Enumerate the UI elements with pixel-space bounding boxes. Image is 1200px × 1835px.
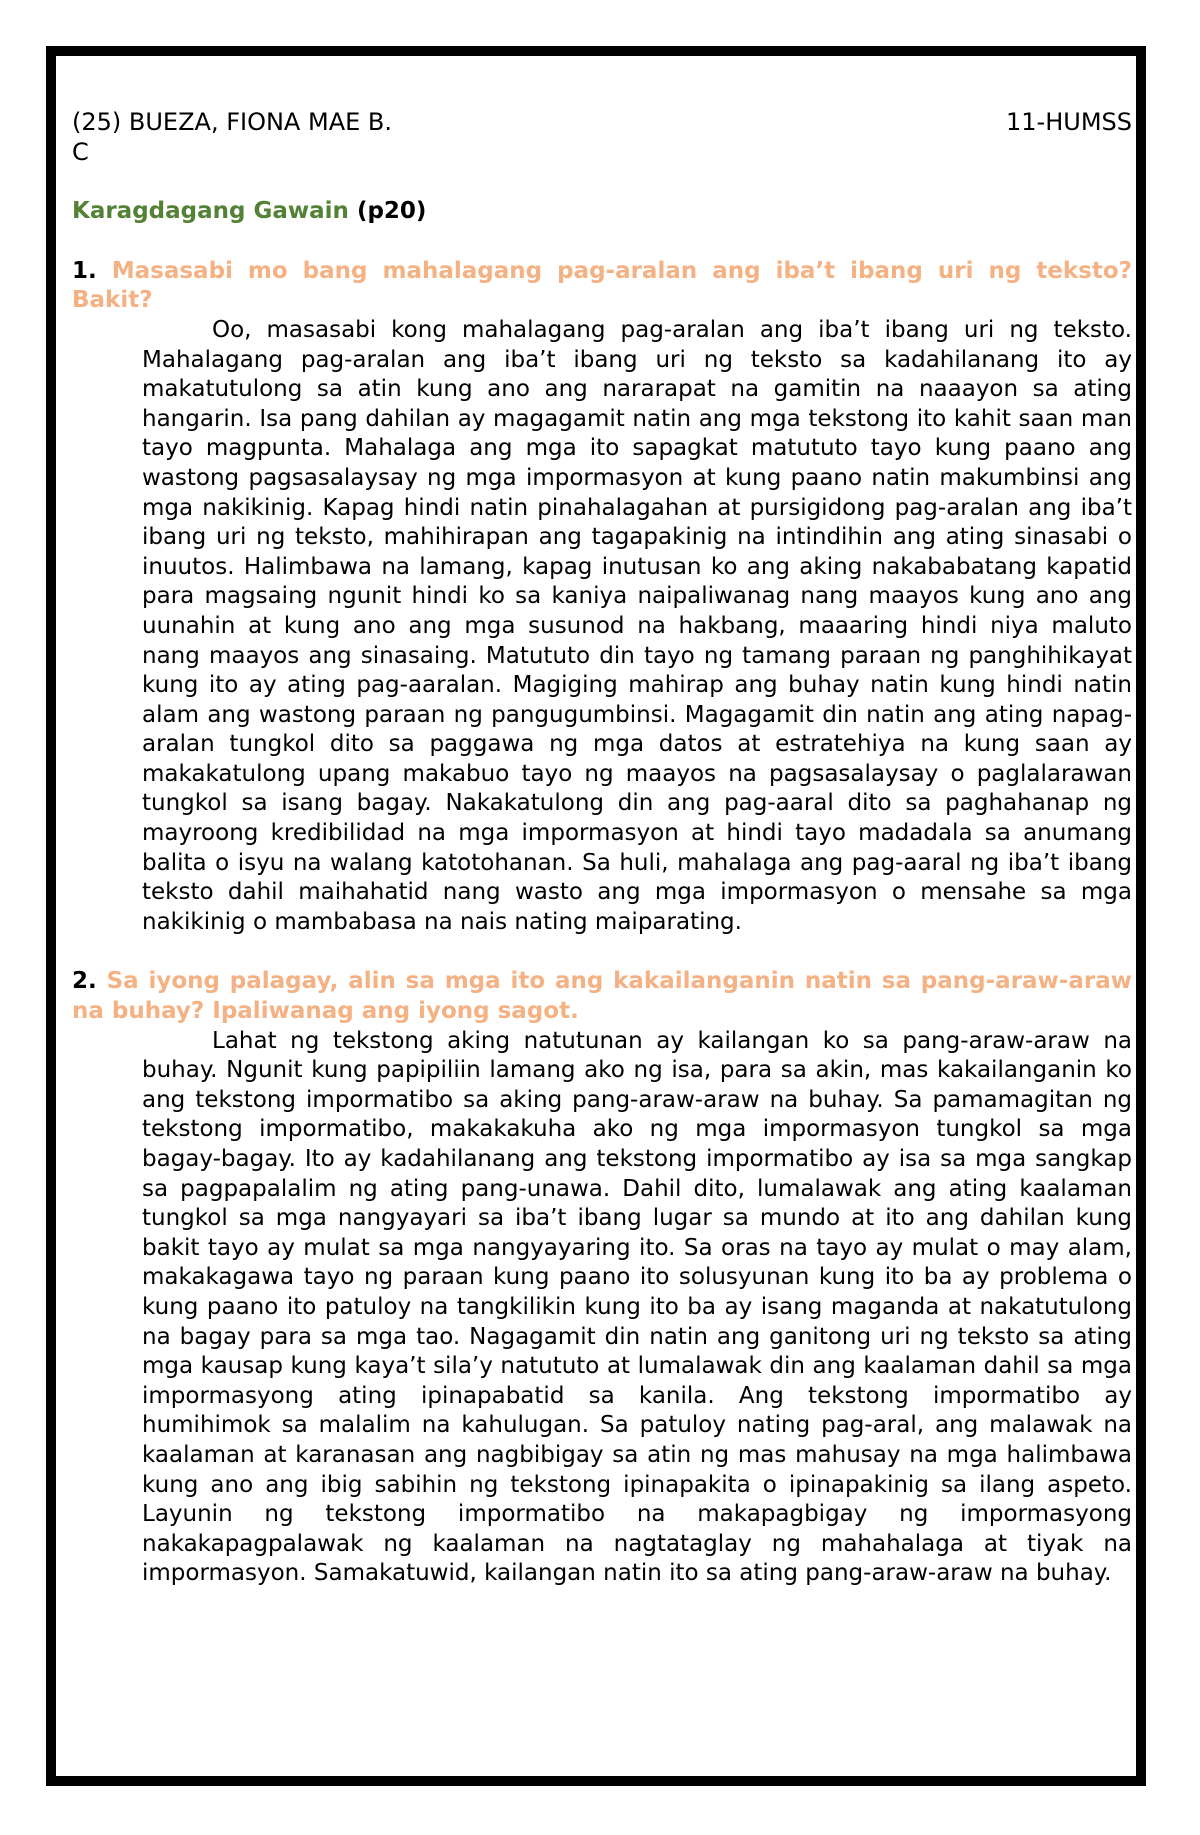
activity-title: Karagdagang Gawain <box>72 198 349 225</box>
class-section-wrap: C <box>72 137 89 166</box>
answer-1: Oo, masasabi kong mahalagang pag-aralan ang iba’t ibang uri ng teksto. Mahalagang pag-aralan ang iba’t ibang uri ng teksto sa kadahilanang ito ay makatutulong sa atin kung ano ang nararapat na gamitin na naaayon sa ating hangarin. Isa pang dahilan ay magagamit natin ang mga tekstong ito kahit saan man tayo magpunta. Mahalaga ang mga ito sapagkat matututo tayo kung paano ang wastong pagsasalaysay ng mga impormasyon at kung paano natin makumbinsi ang mga nakikinig. Kapag hindi natin pinahalagahan at pursigidong pag-aralan ang iba’t ibang uri ng teksto, mahihirapan ang tagapakinig na intindihin ang ating sinasabi o inuutos. Halimbawa na lamang, kapag inutusan ko ang aking nakababatang kapatid para magsaing ngunit hindi ko sa kaniya naipaliwanag nang maayos kung ano ang uunahin at kung ano ang mga susunod na hakbang, maaaring hindi niya maluto nang maayos ang sinasaing. Matututo din tayo ng tamang paraan ng panghihikayat kung ito ay ating pag-aaralan. Magiging mahirap ang buhay natin kung hindi natin alam ang wastong paraan ng pangugumbinsi. Magagamit din natin ang ating napag-aralan tungkol dito sa paggawa ng mga datos at estratehiya na kung saan ay makakatulong upang makabuo tayo ng maayos na pagsasalaysay o paglalarawan tungkol sa isang bagay. Nakakatulong din ang pag-aaral dito sa paghahanap ng mayroong kredibilidad na mga impormasyon at hindi tayo madadala sa anumang balita o isyu na walang katotohanan. Sa huli, mahalaga ang pag-aaral ng iba’t ibang teksto dahil maihahatid nang wasto ang mga impormasyon o mensahe sa mga nakikinig o mambabasa na nais nating maiparating. <box>142 316 1132 935</box>
question-text: Masasabi mo bang mahalagang pag-aralan ang iba’t ibang uri ng teksto? Bakit? <box>72 257 1132 314</box>
question-text: Sa iyong palagay, alin sa mga ito ang kakailanganin natin sa pang-araw-araw na buhay? Ipaliwanag ang iyong sagot. <box>72 968 1132 1025</box>
question-2 <box>72 967 1132 1026</box>
question-1 <box>72 257 1132 316</box>
class-section: 11-HUMSS <box>1006 108 1132 136</box>
activity-page-ref: (p20) <box>356 198 427 225</box>
question-number: 2. <box>72 968 97 995</box>
question-number: 1. <box>72 257 97 284</box>
answer-2: Lahat ng tekstong aking natutunan ay kailangan ko sa pang-araw-araw na buhay. Ngunit kung papipiliin lamang ako ng isa, para sa akin, mas kakailanganin ko ang tekstong impormatibo sa aking pang-araw-araw na buhay. Sa pamamagitan ng tekstong impormatibo, makakakuha ako ng mga impormasyon tungkol sa mga bagay-bagay. Ito ay kadahilanang ang tekstong impormatibo ay isa sa mga sangkap sa pagpapalalim ng ating pang-unawa. Dahil dito, lumalawak ang ating kaalaman tungkol sa mga nangyayari sa iba’t ibang lugar sa mundo at ito ang dahilan kung bakit tayo ay mulat sa mga nangyayaring ito. Sa oras na tayo ay mulat o may alam, makakagawa tayo ng paraan kung paano ito solusyunan kung ito ba ay problema o kung paano ito patuloy na tangkilikin kung ito ba ay isang maganda at nakatutulong na bagay para sa mga tao. Nagagamit din natin ang ganitong uri ng teksto sa ating mga kausap kung kaya’t sila’y natututo at lumalawak din ang kaalaman dahil sa mga impormasyong ating ipinapabatid sa kanila. Ang tekstong impormatibo ay humihimok sa malalim na kahulugan. Sa patuloy nating pag-aral, ang malawak na kaalaman at karanasan ang nagbibigay sa atin ng mas mahusay na mga halimbawa kung ano ang ibig sabihin ng tekstong ipinapakita o ipinapakinig sa ilang aspeto. Layunin ng tekstong impormatibo na makapagbigay ng impormasyong nakakapagpalawak ng kaalaman na nagtataglay ng mahahalaga at tiyak na impormasyon. Samakatuwid, kailangan natin ito sa ating pang-araw-araw na buhay. <box>142 1027 1132 1587</box>
header <box>72 108 1132 138</box>
student-name: (25) BUEZA, FIONA MAE B. <box>72 108 392 136</box>
activity-heading <box>72 197 1132 227</box>
document-body <box>72 108 1132 1589</box>
